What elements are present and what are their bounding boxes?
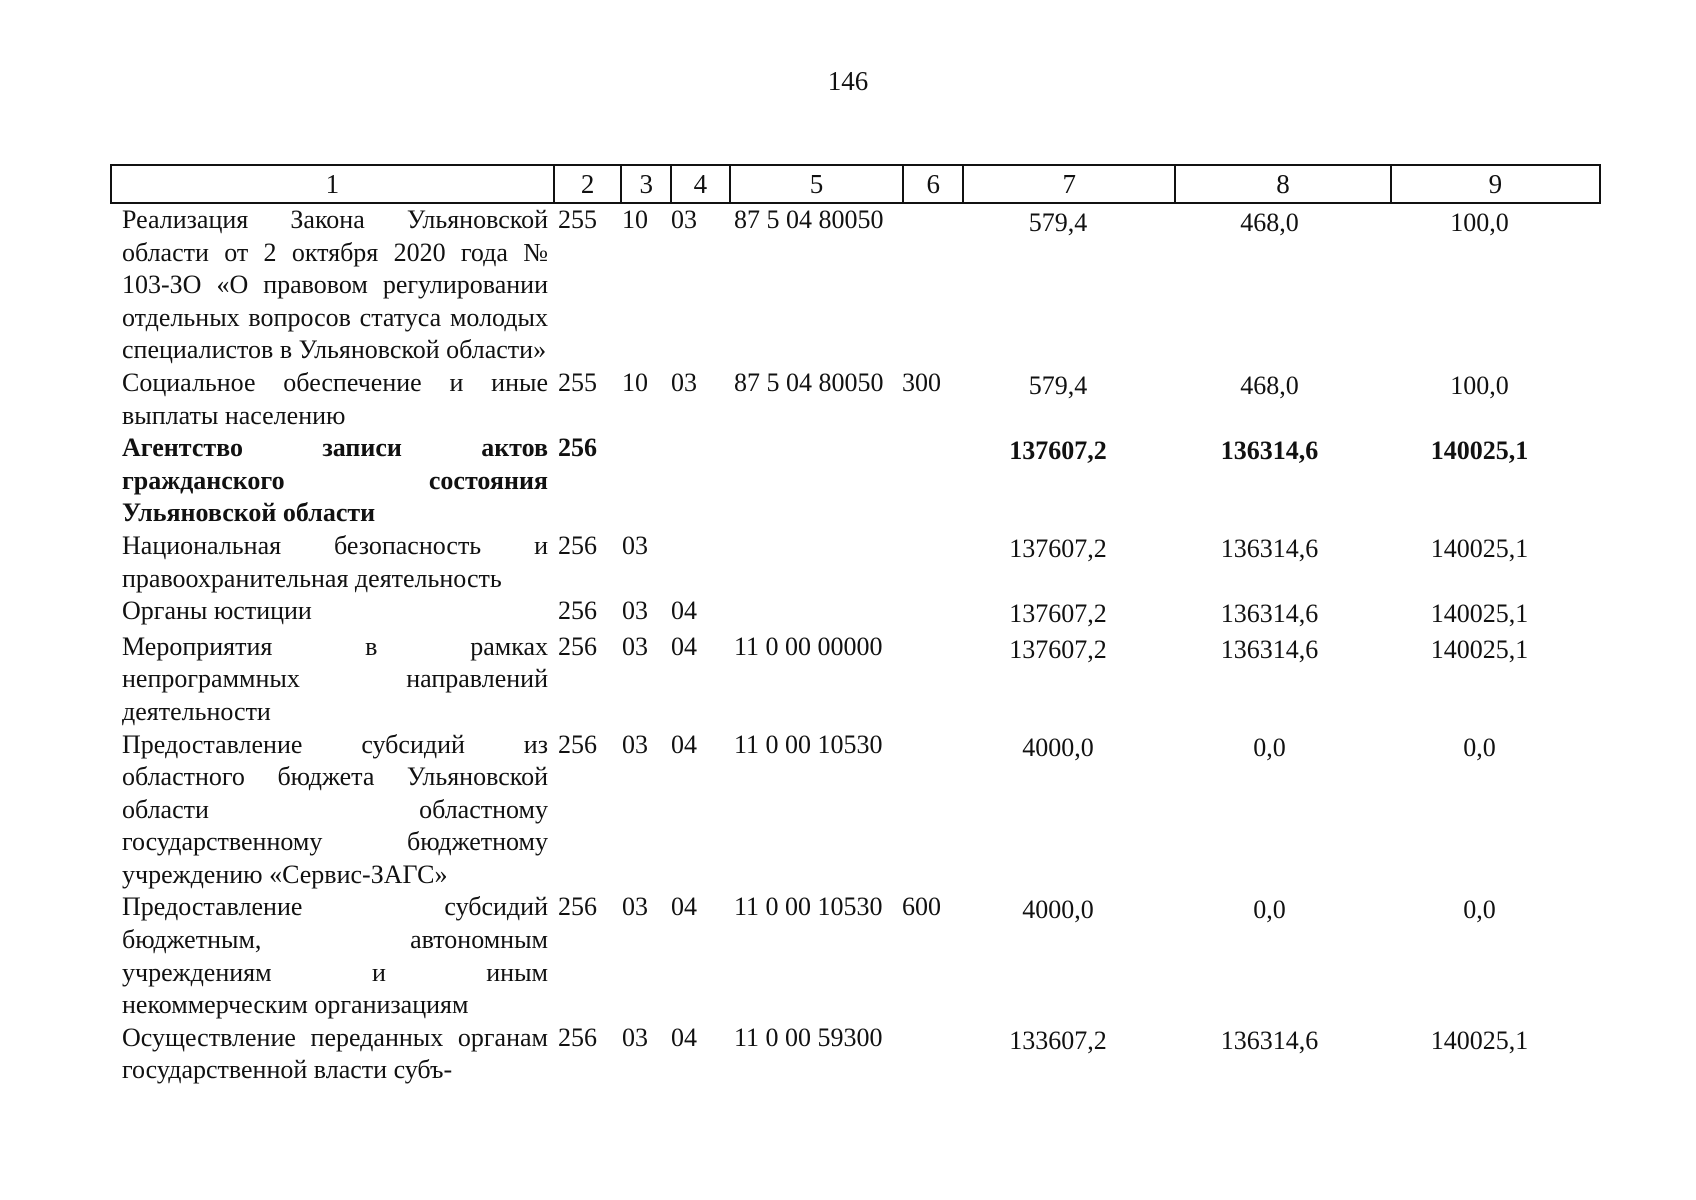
row-description: Национальная безопасность и правоохранительная деятельность [122, 530, 548, 593]
row-code-4: 04 [671, 631, 697, 661]
row-code-4: 04 [671, 596, 697, 626]
row-amount-7: 137607,2 [1009, 634, 1107, 664]
row-code-3 [615, 432, 664, 530]
row-code-3: 03 [622, 530, 648, 560]
row-amount-9: 100,0 [1450, 208, 1509, 237]
row-amount-7: 137607,2 [1009, 533, 1107, 563]
row-amount-9: 140025,1 [1430, 533, 1529, 563]
row-amount-8: 468,0 [1240, 208, 1299, 237]
row-code-5: 11 0 00 59300 [734, 1022, 883, 1052]
row-code-4: 03 [671, 205, 697, 234]
header-cell-4: 4 [671, 165, 730, 203]
row-code-5 [722, 595, 894, 631]
row-amount-7: 4000,0 [1022, 732, 1094, 762]
row-code-6 [894, 729, 953, 892]
row-amount-8: 136314,6 [1220, 533, 1319, 563]
row-code-4 [664, 432, 722, 530]
row-code-3: 03 [622, 1022, 648, 1052]
row-amount-7: 133607,2 [1009, 1025, 1107, 1055]
row-amount-9: 0,0 [1463, 895, 1496, 925]
row-amount-8: 468,0 [1240, 370, 1299, 400]
row-code-2: 255 [558, 367, 597, 397]
row-description: Предоставление субсидий бюджетным, автономным учреждениям и иным некоммерческим организациям [122, 892, 548, 1020]
header-cell-1: 1 [111, 165, 554, 203]
header-cell-7: 7 [963, 165, 1175, 203]
row-code-6: 600 [902, 892, 941, 922]
row-code-5 [722, 530, 894, 595]
row-code-5: 11 0 00 00000 [734, 631, 883, 661]
table-row [110, 595, 1601, 631]
row-description: Осуществление переданных органам государственной власти субъ- [122, 1022, 548, 1085]
row-amount-7: 137607,2 [1009, 436, 1107, 466]
row-code-3: 10 [622, 205, 648, 234]
row-description: Предоставление субсидий из областного бюджета Ульяновской области областному государственному бюджетному учреждению «Сервис-ЗАГС» [122, 729, 548, 889]
row-code-5: 87 5 04 80050 [734, 367, 884, 397]
row-code-2: 256 [558, 631, 597, 661]
header-cell-5: 5 [730, 165, 904, 203]
row-code-4: 04 [671, 1022, 697, 1052]
row-amount-9: 140025,1 [1430, 1025, 1529, 1055]
row-code-6 [894, 1022, 953, 1087]
row-code-3: 03 [622, 631, 648, 661]
header-cell-2: 2 [554, 165, 622, 203]
header-row [111, 165, 1600, 203]
row-code-4: 04 [671, 892, 697, 922]
table-row [110, 631, 1601, 729]
row-code-5: 11 0 00 10530 [734, 892, 883, 922]
row-amount-7: 579,4 [1028, 370, 1088, 400]
row-amount-7: 137607,2 [1009, 599, 1107, 629]
row-code-6 [894, 631, 953, 729]
page-number: 146 [827, 66, 869, 96]
row-amount-9: 140025,1 [1430, 634, 1529, 664]
row-amount-8: 136314,6 [1220, 634, 1319, 664]
header-cell-9: 9 [1391, 165, 1600, 203]
row-description: Реализация Закона Ульяновской области от 2 октября 2020 года № 103-ЗО «О правовом регулировании отдельных вопросов статуса молодых специалистов в Ульяновской области» [122, 205, 548, 365]
row-amount-9: 140025,1 [1430, 599, 1529, 629]
table-row [110, 1022, 1601, 1087]
table-row [110, 367, 1601, 432]
row-amount-9: 100,0 [1450, 370, 1509, 400]
row-code-4: 03 [671, 367, 697, 397]
row-code-6 [894, 530, 953, 595]
row-amount-8: 136314,6 [1220, 1025, 1319, 1055]
row-code-3: 10 [622, 367, 648, 397]
row-amount-8: 136314,6 [1220, 599, 1319, 629]
row-code-2: 256 [558, 892, 597, 922]
row-description: Социальное обеспечение и иные выплаты населению [122, 367, 548, 430]
header-cell-3: 3 [621, 165, 671, 203]
table-row [110, 530, 1601, 595]
row-description: Агентство записи актов гражданского состояния Ульяновской области [122, 433, 548, 528]
column-header-table [110, 164, 1601, 204]
row-amount-8: 0,0 [1253, 732, 1286, 762]
row-amount-7: 579,4 [1028, 208, 1088, 237]
row-code-3: 03 [622, 596, 648, 626]
row-amount-7: 4000,0 [1022, 895, 1094, 925]
row-amount-8: 0,0 [1253, 895, 1286, 925]
header-cell-6: 6 [903, 165, 963, 203]
row-code-6: 300 [902, 367, 941, 397]
row-code-6 [894, 432, 953, 530]
row-code-2: 256 [558, 596, 597, 626]
row-code-5: 87 5 04 80050 [734, 205, 884, 234]
row-code-3: 03 [622, 892, 648, 922]
row-code-2: 256 [558, 433, 597, 463]
row-description: Органы юстиции [122, 596, 312, 626]
row-code-3: 03 [622, 729, 648, 759]
row-code-4 [664, 530, 722, 595]
header-cell-8: 8 [1175, 165, 1390, 203]
row-code-2: 256 [558, 530, 597, 560]
row-amount-8: 136314,6 [1220, 436, 1319, 466]
budget-table-body [110, 204, 1601, 1087]
table-row [110, 891, 1601, 1021]
row-code-2: 256 [558, 729, 597, 759]
row-code-4: 04 [671, 729, 697, 759]
row-amount-9: 0,0 [1463, 732, 1496, 762]
row-amount-9: 140025,1 [1430, 436, 1529, 466]
row-code-5 [722, 432, 894, 530]
table-row [110, 729, 1601, 892]
row-code-6 [894, 595, 953, 631]
table-row [110, 204, 1601, 367]
table-row [110, 432, 1601, 530]
row-code-6 [894, 204, 953, 367]
row-code-5: 11 0 00 10530 [734, 729, 883, 759]
row-description: Мероприятия в рамках непрограммных направлений деятельности [122, 631, 548, 726]
row-code-2: 255 [558, 205, 597, 234]
row-code-2: 256 [558, 1022, 597, 1052]
